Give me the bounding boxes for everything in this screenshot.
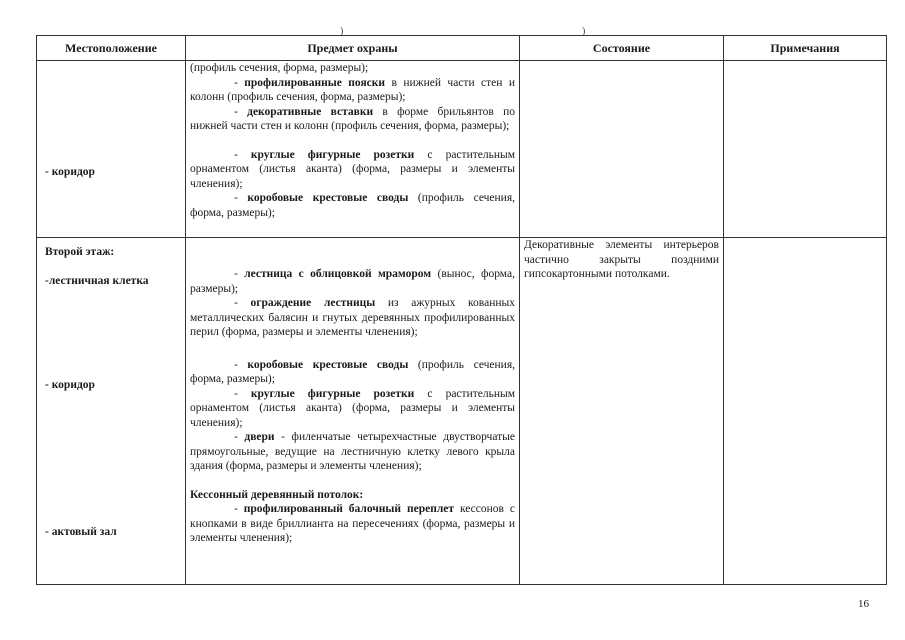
header-location: Местоположение bbox=[37, 36, 186, 61]
table-row bbox=[37, 238, 887, 585]
header-tick: ) bbox=[582, 26, 586, 37]
location-second-floor: Второй этаж: bbox=[45, 246, 115, 258]
subject-heading: Кессонный деревянный потолок: bbox=[190, 488, 364, 501]
location-assembly-hall: - актовый зал bbox=[45, 526, 117, 538]
header-subject: Предмет охраны bbox=[186, 36, 520, 61]
subject-item: - ограждение лестницы из ажурных кованных металлических балясин и гнутых деревянных профилированных перил (форма, размеры и элементы членения); bbox=[190, 297, 515, 338]
location-cell bbox=[37, 238, 186, 585]
notes-cell bbox=[724, 61, 887, 238]
subject-text: (профиль сечения, форма, размеры); bbox=[190, 62, 369, 74]
subject-item: - декоративные вставки в форме брильянтов по нижней части стен и колонн (профиль сечения, форма, размеры); bbox=[190, 105, 515, 132]
header-notes: Примечания bbox=[724, 36, 887, 61]
subject-cell bbox=[186, 238, 520, 585]
header-condition: Состояние bbox=[520, 36, 724, 61]
location-corridor: - коридор bbox=[45, 379, 95, 391]
subject-item: - коробовые крестовые своды (профиль сечения, форма, размеры); bbox=[190, 192, 515, 219]
subject-item: - профилированный балочный переплет кессонов с кнопками в виде бриллианта на пересечениях (форма, размеры и элементы членения); bbox=[190, 503, 515, 544]
table-header-row bbox=[37, 36, 887, 61]
subject-item: - профилированные пояски в нижней части стен и колонн (профиль сечения, форма, размеры); bbox=[190, 76, 515, 103]
location-cell bbox=[37, 61, 186, 238]
subject-item: - круглые фигурные розетки с растительным орнаментом (листья аканта) (форма, размеры и элементы членения); bbox=[190, 387, 515, 429]
subject-item: - коробовые крестовые своды (профиль сечения, форма, размеры); bbox=[190, 358, 515, 385]
location-stairwell: -лестничная клетка bbox=[45, 275, 149, 287]
subject-item: - круглые фигурные розетки с растительным орнаментом (листья аканта) (форма, размеры и элементы членения); bbox=[190, 148, 515, 190]
subject-item: - двери - филенчатые четырехчастные двустворчатые прямоугольные, ведущие на лестничную клетку левого крыла здания (форма, размеры и элементы членения); bbox=[190, 431, 515, 472]
protection-table bbox=[36, 35, 887, 585]
condition-cell bbox=[520, 61, 724, 238]
notes-cell bbox=[724, 238, 887, 585]
page-number: 16 bbox=[858, 598, 869, 610]
table-row bbox=[37, 61, 887, 238]
condition-cell bbox=[520, 238, 724, 585]
condition-text: Декоративные элементы интерьеров частично закрыты поздними гипсокартонными потолками. bbox=[524, 239, 719, 280]
subject-cell bbox=[186, 61, 520, 238]
location-corridor: - коридор bbox=[45, 166, 95, 178]
header-tick: ) bbox=[340, 26, 344, 37]
subject-item: - лестница с облицовкой мрамором (вынос, форма, размеры); bbox=[190, 268, 515, 295]
